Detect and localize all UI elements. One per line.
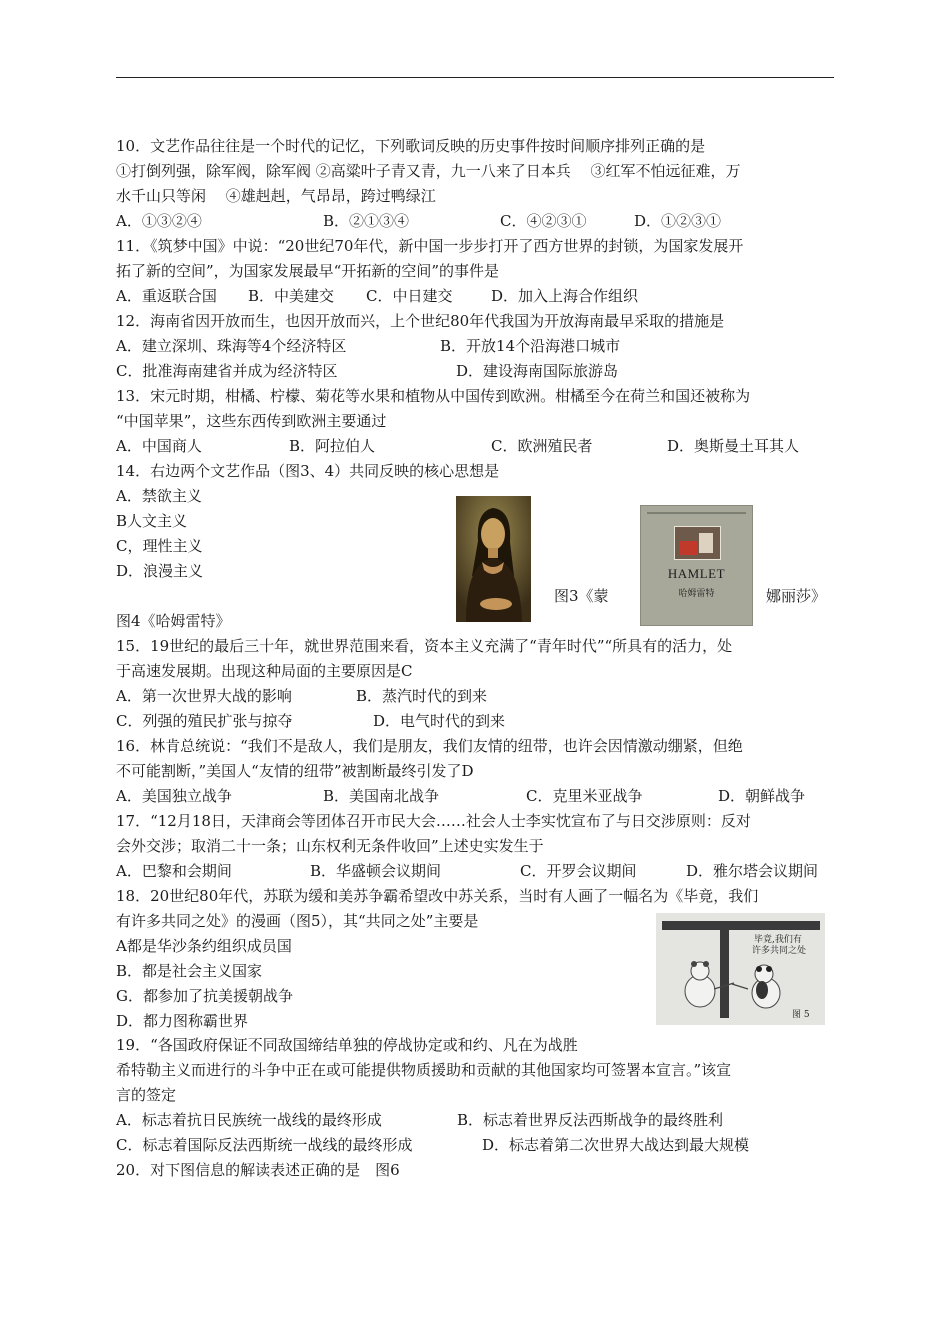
q10-lyrics-line1: ①打倒列强，除军阀，除军阀 ②高粱叶子青又青，九一八来了日本兵 ③红军不怕远征难，万 bbox=[116, 162, 741, 180]
q17-option-c[interactable]: C．开罗会议期间 bbox=[520, 862, 637, 880]
q16-option-a[interactable]: A．美国独立战争 bbox=[116, 787, 232, 805]
q19-option-b[interactable]: B．标志着世界反法西斯战争的最终胜利 bbox=[457, 1111, 724, 1129]
q13-stem-line1: 13．宋元时期，柑橘、柠檬、菊花等水果和植物从中国传到欧洲。柑橘至今在荷兰和国还被称为 bbox=[116, 387, 751, 405]
q11-option-d[interactable]: D．加入上海合作组织 bbox=[491, 287, 639, 305]
q17-option-a[interactable]: A．巴黎和会期间 bbox=[116, 862, 232, 880]
q17-stem-line1: 17．“12月18日，天津商会等团体召开市民大会……社会人士李实忱宣布了与日交涉原则：反对 bbox=[116, 812, 751, 830]
q18-option-c[interactable]: G．都参加了抗美援朝战争 bbox=[116, 987, 293, 1005]
book-cover-illustration bbox=[674, 526, 721, 560]
q16-stem-line2: 不可能割断，”美国人“友情的纽带”被割断最终引发了D bbox=[116, 762, 474, 780]
q18-option-d[interactable]: D．都力图称霸世界 bbox=[116, 1012, 249, 1030]
q16-option-d[interactable]: D．朝鲜战争 bbox=[718, 787, 806, 805]
q14-option-c[interactable]: C，理性主义 bbox=[116, 537, 203, 555]
cartoon-caption-line1: 毕竟,我们有 bbox=[754, 935, 802, 945]
cartoon-figure-5 bbox=[656, 913, 825, 1025]
q10-option-a[interactable]: A．①③②④ bbox=[116, 212, 202, 230]
q10-option-b[interactable]: B．②①③④ bbox=[323, 212, 410, 230]
q19-option-c[interactable]: C．标志着国际反法西斯统一战线的最终形成 bbox=[116, 1136, 413, 1154]
q18-option-a[interactable]: A都是华沙条约组织成员国 bbox=[116, 937, 292, 955]
q11-stem-line2: 拓了新的空间”，为国家发展最早“开拓新的空间”的事件是 bbox=[116, 262, 500, 280]
book-header-line bbox=[647, 512, 746, 514]
q14-option-a[interactable]: A．禁欲主义 bbox=[116, 487, 202, 505]
q10-option-d[interactable]: D．①②③① bbox=[634, 212, 722, 230]
q19-stem-line2: 希特勒主义而进行的斗争中正在或可能提供物质援助和贡献的其他国家均可签署本宣言。”该宣 bbox=[116, 1061, 732, 1079]
q13-stem-line2: “中国苹果”，这些东西传到欧洲主要通过 bbox=[116, 412, 387, 430]
q11-option-a[interactable]: A．重返联合国 bbox=[116, 287, 217, 305]
book-title: HAMLET bbox=[667, 566, 726, 581]
q12-option-c[interactable]: C．批准海南建省并成为经济特区 bbox=[116, 362, 338, 380]
q19-stem-line1: 19．“各国政府保证不同敌国缔结单独的停战协定或和约、凡在为战胜 bbox=[116, 1036, 578, 1054]
q10-stem: 10．文艺作品往往是一个时代的记忆，下列歌词反映的历史事件按时间顺序排列正确的是 bbox=[116, 137, 706, 155]
q18-stem-line2: 有许多共同之处》的漫画（图5），其“共同之处”主要是 bbox=[116, 912, 479, 930]
cartoon-caption-line2: 许多共同之处 bbox=[752, 946, 807, 956]
q15-option-d[interactable]: D．电气时代的到来 bbox=[373, 712, 506, 730]
mona-lisa-image bbox=[456, 496, 531, 622]
q15-stem-line2: 于高速发展期。出现这种局面的主要原因是C bbox=[116, 662, 413, 680]
fig4-caption: 图4《哈姆雷特》 bbox=[116, 612, 231, 630]
q18-option-b[interactable]: B．都是社会主义国家 bbox=[116, 962, 263, 980]
q16-option-c[interactable]: C．克里米亚战争 bbox=[526, 787, 643, 805]
cartoon-figure-label: 图 5 bbox=[792, 1010, 810, 1020]
hamlet-book-cover bbox=[640, 505, 753, 626]
fig3-caption-part1: 图3《蒙 bbox=[554, 587, 609, 605]
q11-stem-line1: 11．《筑梦中国》中说：“20世纪70年代，新中国一步步打开了西方世界的封锁，为国家发展开 bbox=[116, 237, 744, 255]
q20-stem: 20．对下图信息的解读表述正确的是 图6 bbox=[116, 1161, 400, 1179]
q19-option-a[interactable]: A．标志着抗日民族统一战线的最终形成 bbox=[116, 1111, 382, 1129]
q12-stem: 12．海南省因开放而生，也因开放而兴，上个世纪80年代我国为开放海南最早采取的措施是 bbox=[116, 312, 725, 330]
q10-option-c[interactable]: C．④②③① bbox=[500, 212, 587, 230]
q12-option-d[interactable]: D．建设海南国际旅游岛 bbox=[456, 362, 619, 380]
q18-stem-line1: 18．20世纪80年代，苏联为缓和美苏争霸希望改中苏关系，当时有人画了一幅名为《毕竟，我们 bbox=[116, 887, 759, 905]
header-rule bbox=[116, 77, 834, 78]
q13-option-b[interactable]: B．阿拉伯人 bbox=[289, 437, 376, 455]
q15-option-a[interactable]: A．第一次世界大战的影响 bbox=[116, 687, 292, 705]
q15-stem-line1: 15．19世纪的最后三十年，就世界范围来看，资本主义充满了“青年时代”“所具有的活力，处 bbox=[116, 637, 733, 655]
q11-option-c[interactable]: C．中日建交 bbox=[366, 287, 453, 305]
q14-option-d[interactable]: D．浪漫主义 bbox=[116, 562, 204, 580]
book-subtitle: 哈姆雷特 bbox=[678, 589, 715, 599]
q11-option-b[interactable]: B．中美建交 bbox=[248, 287, 335, 305]
q19-stem-line3: 言的签定 bbox=[116, 1086, 177, 1104]
q14-option-b[interactable]: B人文主义 bbox=[116, 512, 188, 530]
q19-option-d[interactable]: D．标志着第二次世界大战达到最大规模 bbox=[482, 1136, 750, 1154]
fig3-caption-part2: 娜丽莎》 bbox=[766, 587, 827, 605]
q13-option-a[interactable]: A．中国商人 bbox=[116, 437, 202, 455]
q10-lyrics-line2: 水千山只等闲 ④雄赳赳，气昂昂，跨过鸭绿江 bbox=[116, 187, 436, 205]
q13-option-c[interactable]: C．欧洲殖民者 bbox=[491, 437, 593, 455]
q15-option-b[interactable]: B．蒸汽时代的到来 bbox=[356, 687, 488, 705]
q15-option-c[interactable]: C．列强的殖民扩张与掠夺 bbox=[116, 712, 293, 730]
q17-option-d[interactable]: D．雅尔塔会议期间 bbox=[686, 862, 819, 880]
q13-option-d[interactable]: D．奥斯曼土耳其人 bbox=[667, 437, 800, 455]
q17-stem-line2: 会外交涉；取消二十一条；山东权利无条件收回”上述史实发生于 bbox=[116, 837, 544, 855]
q12-option-b[interactable]: B．开放14个沿海港口城市 bbox=[440, 337, 621, 355]
q12-option-a[interactable]: A．建立深圳、珠海等4个经济特区 bbox=[116, 337, 347, 355]
q17-option-b[interactable]: B．华盛顿会议期间 bbox=[310, 862, 442, 880]
q16-stem-line1: 16．林肯总统说：“我们不是敌人，我们是朋友，我们友情的纽带，也许会因情激动绷紧，但绝 bbox=[116, 737, 743, 755]
q16-option-b[interactable]: B．美国南北战争 bbox=[323, 787, 440, 805]
q14-stem: 14．右边两个文艺作品（图3、4）共同反映的核心思想是 bbox=[116, 462, 500, 480]
